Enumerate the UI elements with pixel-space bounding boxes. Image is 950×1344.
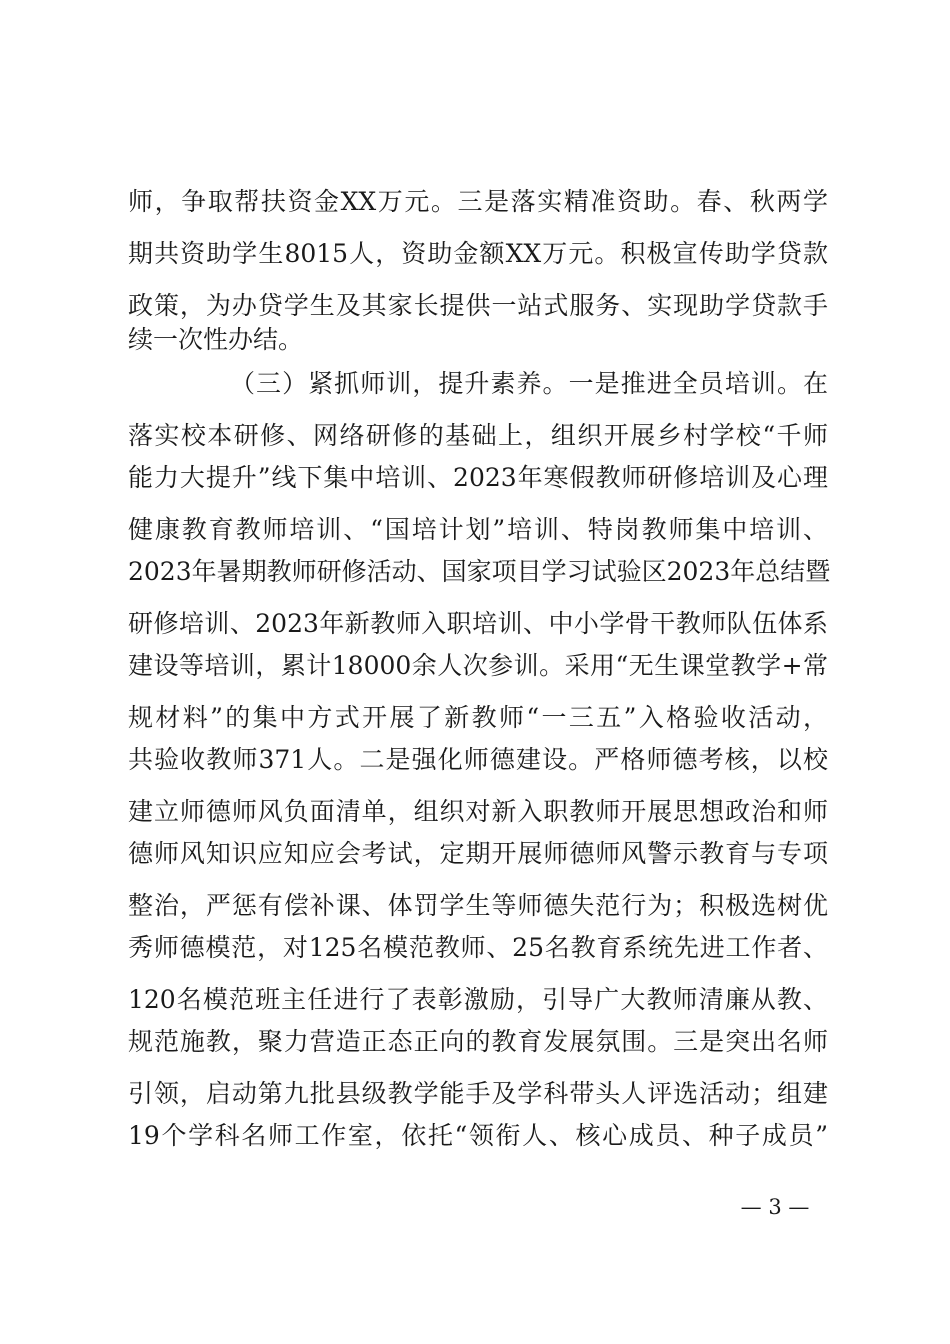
page-number: — 3 — [740, 1195, 810, 1219]
paragraph-line: 落实校本研修、网络研修的基础上，组织开展乡村学校“千师 [128, 421, 828, 450]
paragraph-line: 研修培训、2023年新教师入职培训、中小学骨干教师队伍体系 [128, 609, 828, 638]
paragraph-line: 共验收教师371人。二是强化师德建设。严格师德考核，以校 [128, 745, 828, 774]
paragraph-line: 建立师德师风负面清单，组织对新入职教师开展思想政治和师 [128, 797, 828, 826]
paragraph-line: 规材料”的集中方式开展了新教师“一三五”入格验收活动， [128, 703, 828, 732]
paragraph-line: 师，争取帮扶资金XX万元。三是落实精准资助。春、秋两学 [128, 187, 828, 216]
paragraph-line: 健康教育教师培训、“国培计划”培训、特岗教师集中培训、 [128, 515, 828, 544]
paragraph-line: 整治，严惩有偿补课、体罚学生等师德失范行为；积极选树优 [128, 891, 828, 920]
paragraph-line: 建设等培训，累计18000余人次参训。采用“无生课堂教学+常 [128, 651, 828, 680]
paragraph-line: 德师风知识应知应会考试，定期开展师德师风警示教育与专项 [128, 839, 828, 868]
paragraph-line: 引领，启动第九批县级教学能手及学科带头人评选活动；组建 [128, 1079, 828, 1108]
paragraph-line: 期共资助学生8015人，资助金额XX万元。积极宣传助学贷款 [128, 239, 828, 268]
paragraph-line: （三）紧抓师训，提升素养。一是推进全员培训。在 [230, 369, 828, 398]
paragraph-line: 秀师德模范，对125名模范教师、25名教育系统先进工作者、 [128, 933, 828, 962]
paragraph-line: 能力大提升”线下集中培训、2023年寒假教师研修培训及心理 [128, 463, 828, 492]
paragraph-line: 19个学科名师工作室，依托“领衔人、核心成员、种子成员” [128, 1121, 828, 1150]
paragraph-line: 2023年暑期教师研修活动、国家项目学习试验区2023年总结暨 [128, 557, 831, 586]
paragraph-line: 120名模范班主任进行了表彰激励，引导广大教师清廉从教、 [128, 985, 828, 1014]
paragraph-line: 规范施教，聚力营造正态正向的教育发展氛围。三是突出名师 [128, 1027, 828, 1056]
paragraph-line: 续一次性办结。 [128, 325, 304, 354]
paragraph-line: 政策，为办贷学生及其家长提供一站式服务、实现助学贷款手 [128, 291, 828, 320]
